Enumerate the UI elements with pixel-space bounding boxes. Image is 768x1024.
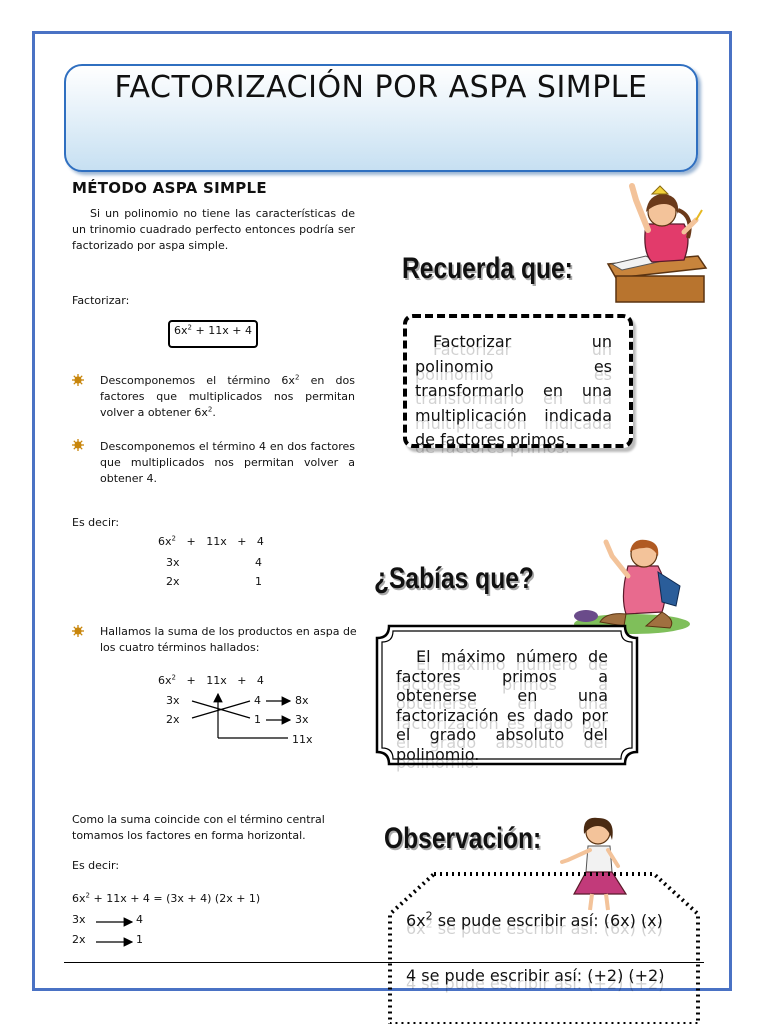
aspa-diagram — [180, 688, 300, 748]
bullet-text-3: Hallamos la suma de los productos en aspa de los cuatro términos hallados: — [100, 625, 357, 654]
student-sitting-illustration — [566, 536, 692, 636]
result-factor: 3x — [72, 913, 86, 926]
student-at-desk-illustration — [598, 182, 710, 308]
factor-cell: 4 — [255, 556, 262, 569]
sum-cell: 11x — [292, 733, 313, 746]
es-decir-label-2: Es decir: — [72, 859, 120, 872]
result-factor: 4 — [136, 913, 143, 926]
recuerda-title: Recuerda que: — [402, 252, 573, 285]
trinomial-row: $6x^2$ + 11x + 4 — [158, 673, 264, 687]
page-title: FACTORIZACIÓN POR ASPA SIMPLE — [114, 70, 648, 105]
product-cell: 8x — [295, 694, 309, 707]
sun-bullet-icon — [72, 374, 84, 386]
observacion-line-2: 4 se pude escribir así: (+2) (+2) — [406, 966, 665, 985]
observacion-line-1: $6x^2$ se pude escribir así: (6x) (x) — [406, 909, 663, 930]
sun-bullet-icon — [72, 625, 84, 637]
boxed-formula: $6x^2 + 11x + 4$ — [168, 320, 258, 348]
factorizar-label: Factorizar: — [72, 294, 130, 307]
es-decir-label: Es decir: — [72, 516, 120, 529]
factor-cell: 1 — [255, 575, 262, 588]
section-heading: MÉTODO ASPA SIMPLE — [72, 179, 267, 197]
conclusion-paragraph: Como la suma coincide con el término central tomamos los factores en forma horizontal. — [72, 813, 325, 842]
bottom-rule — [64, 962, 704, 963]
factor-cell: 2x — [166, 713, 180, 726]
product-cell: 3x — [295, 713, 309, 726]
sabias-title: ¿Sabías que? — [374, 562, 534, 595]
recuerda-text: Factorizar un polinomio es transformarlo en una multiplicación indicada de factores primos. — [415, 332, 612, 449]
factor-cell: 4 — [254, 694, 261, 707]
intro-paragraph: Si un polinomio no tiene las características de un trinomio cuadrado perfecto entonces podría ser factorizado por aspa simple. — [72, 207, 355, 252]
title-box — [64, 64, 698, 172]
observacion-title: Observación: — [384, 822, 542, 855]
factor-cell: 1 — [254, 713, 261, 726]
sun-bullet-icon — [72, 439, 84, 451]
factor-cell: 3x — [166, 694, 180, 707]
factor-cell: 2x — [166, 575, 180, 588]
result-arrows — [94, 914, 138, 948]
sabias-text: El máximo número de factores primos a obtenerse en una factorización es dado por el grado absoluto del polinomio. — [396, 647, 608, 764]
observacion-box — [386, 870, 702, 1024]
result-formula: $6x^2 + 11x + 4 = (3x + 4) (2x + 1)$ — [72, 891, 261, 905]
result-factor: 2x — [72, 933, 86, 946]
trinomial-row: $6x^2$ + 11x + 4 — [158, 534, 264, 548]
bullet-text-1: Descomponemos el término $6x^2$ en dos factores que multiplicados nos permitan volver a obtener $6x^2$. — [100, 373, 356, 419]
factor-cell: 3x — [166, 556, 180, 569]
bullet-text-2: Descomponemos el término 4 en dos factores que multiplicados nos permitan volver a obtener 4. — [100, 440, 355, 485]
result-factor: 1 — [136, 933, 143, 946]
